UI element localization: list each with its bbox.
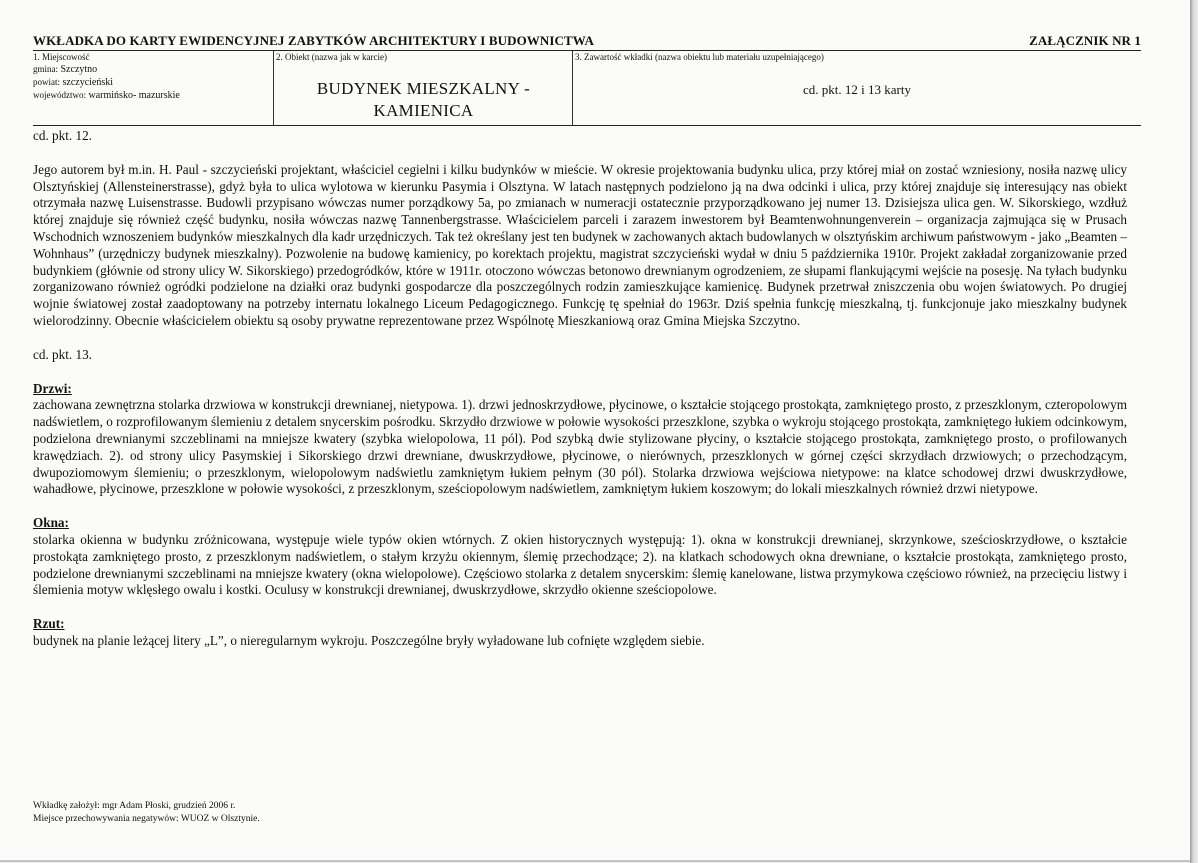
annex-number: ZAŁĄCZNIK NR 1 (1029, 33, 1141, 48)
object-cell (273, 51, 573, 125)
drzwi-heading: Drzwi: (33, 380, 72, 396)
okna-heading: Okna: (33, 515, 69, 531)
contents-label: 3. Zawartość wkładki (nazwa obiektu lub materiału uzupełniającego) (575, 52, 824, 62)
object-name-line2: KAMIENICA (373, 101, 474, 120)
gmina-value: Szczytno (60, 64, 98, 75)
document-header (33, 33, 1141, 49)
section-cd12: cd. pkt. 12. (33, 128, 92, 143)
gmina-label: gmina: (33, 64, 58, 74)
powiat-line (33, 76, 273, 89)
wojewodztwo-value: warmińsko- mazurskie (88, 90, 180, 101)
document-title: WKŁADKA DO KARTY EWIDENCYJNEJ ZABYTKÓW ARCHITEKTURY I BUDOWNICTWA (33, 33, 594, 48)
header-table (33, 50, 1141, 126)
document-footer (33, 800, 260, 826)
rzut-text: budynek na planie leżącej litery „L”, o nieregularnym wykroju. Poszczególne bryły wyładowane lub cofnięte względem siebie. (33, 632, 705, 648)
okna-text: stolarka okienna w budynku zróżnicowana, występuje wiele typów okien wtórnych. Z okien historycznych występują: 1). okna w konstrukcji drewnianej, skrzynkowe, sześcioskrzydłowe, o kształcie prostokąta zamkniętego prosto, z przeszklonym nadświetlem, o stałym krzyżu okiennym, ślemię przechodzące; 2). na klatkach schodowych okna drewniane, o kształcie prostokąta, zamkniętego prosto, podzielone drewnianymi szczeblinami na mniejsze kwatery (okna wielopolowe). Częściowo stolarka z detalem snycerskim: ślemię kanelowane, listwa przymykowa częściowo również, na przecięciu listwy i ślemienia motyw wklęsłego owalu i kostki. Oculusy w konstrukcji drewnianej, dwuskrzydłowe, skrzydło okienne sześciopolowe. (33, 531, 1127, 598)
negatives-location-line: Miejsce przechowywania negatywów: WUOZ w Olsztynie. (33, 814, 260, 824)
history-paragraph: Jego autorem był m.in. H. Paul - szczycieński projektant, właściciel cegielni i kilku budynków w mieście. W okresie projektowania budynku ulica, przy której miał on zostać wzniesiony, nosiła nazwę ulicy Olsztyńskiej (Allensteinerstrasse), gdyż była to ulica wylotowa w kierunku Pasymia i Olsztyna. W latach następnych podzielono ją na dwa odcinki i ulica, przy której znajduje się interesujący nas obiekt otrzymała nazwę Luisenstrasse. Budowli przypisano wówczas numer porządkowy 5a, po zmianach w numeracji ostatecznie przyporządkowano jej numer 13. Dzisiejsza ulica gen. W. Sikorskiego, wzdłuż której znajduje się również część budynku, nosiła wówczas nazwę Tannenbergstrasse. Właścicielem parceli i zarazem inwestorem był Beamtenwohnungenverein – organizacja zajmująca się w Prusach Wschodnich wznoszeniem budynków mieszkalnych dla kadr urzędniczych. Tak też określany jest ten budynek w zachowanych aktach budowlanych w olsztyńskim archiwum państwowym - jako „Beamten – Wohnhaus” (urzędniczy budynek mieszkalny). Pozwolenie na budowę kamienicy, po korektach projektu, magistrat szczycieński wydał w dniu 5 października 1910r. Projekt zakładał zorganizowanie przed budynkiem (głównie od strony ulicy W. Sikorskiego) przedogródków, które w 1911r. otoczono wówczas betonowo drewnianym ogrodzeniem, ze słupami flankującymi wejście na posesję. Na tyłach budynku zorganizowano również ogródki podzielone na działki oraz budynki gospodarcze dla poszczególnych rodzin zamieszkujące kamienicę. Budynek przetrwał zniszczenia obu wojen światowych. Po drugiej wojnie światowej został zaadoptowany na potrzeby internatu lokalnego Liceum Pedagogicznego. Funkcję tę spełniał do 1963r. Dziś spełnia funkcję mieszkalną, tj. funkcjonuje jako mieszkalny budynek wielorodzinny. Obecnie właścicielem obiektu są osoby prywatne reprezentowane przez Wspólnotę Mieszkaniową oraz Gmina Miejska Szczytno. (33, 161, 1127, 328)
contents-text: cd. pkt. 12 i 13 karty (803, 82, 911, 97)
rzut-heading: Rzut: (33, 616, 65, 632)
author-line: Wkładkę założył: mgr Adam Płoski, grudzień 2006 r. (33, 801, 236, 811)
document-body (33, 128, 1127, 650)
location-label: 1. Miejscowość (33, 52, 90, 62)
drzwi-text: zachowana zewnętrzna stolarka drzwiowa w konstrukcji drewnianej, nietypowa. 1). drzwi jednoskrzydłowe, płycinowe, o kształcie stojącego prostokąta, zamkniętego prosto, z przeszklonym, czteropolowym nadświetlem, o rozprofilowanym ślemieniu z detalem snycerskim pośrodku. Skrzydło drzwiowe w połowie wysokości przeszklone, szybka o wykroju stojącego prostokąta, zamkniętego łukiem odcinkowym, podzielona drewnianymi szczeblinami na mniejsze kwatery (szybka wielopolowa, 11 pól). Pod szybką dwie stylizowane płyciny, o kształcie stojącego prostokąta, zamkniętego prosto, o profilowanych krawędziach. 2). od strony ulicy Pasymskiej i Sikorskiego drzwi drewniane, dwuskrzydłowe, płycinowe, o nierównych, przeszklonych w górnej części skrzydłach drzwiowych; o przechodzącym, dwupoziomowym ślemieniu; o przeszklonym, wielopolowym nadświetlu zamkniętym łukiem pełnym (30 pól). Stolarka drzwiowa wejściowa nietypowe: na klatce schodowej drzwi dwuskrzydłowe, wahadłowe, płycinowe, przeszklone w połowie wysokości, z przeszklonym, sześciopolowym nadświetlem, zamkniętym łukiem koszowym; do lokali mieszkalnych również drzwi nietypowe. (33, 397, 1127, 497)
object-name-line1: BUDYNEK MIESZKALNY - (316, 79, 531, 98)
powiat-value: szczycieński (62, 77, 114, 88)
powiat-label: powiat: (33, 77, 60, 87)
object-name (274, 78, 573, 122)
location-details (33, 63, 273, 102)
wojewodztwo-label: województwo: (33, 90, 86, 100)
wojewodztwo-line (33, 89, 273, 102)
location-cell (33, 51, 273, 125)
object-label: 2. Obiekt (nazwa jak w karcie) (276, 52, 387, 62)
contents-cell (572, 51, 1141, 125)
section-cd13: cd. pkt. 13. (33, 346, 92, 362)
gmina-line (33, 63, 273, 76)
scan-edge (1190, 0, 1198, 863)
